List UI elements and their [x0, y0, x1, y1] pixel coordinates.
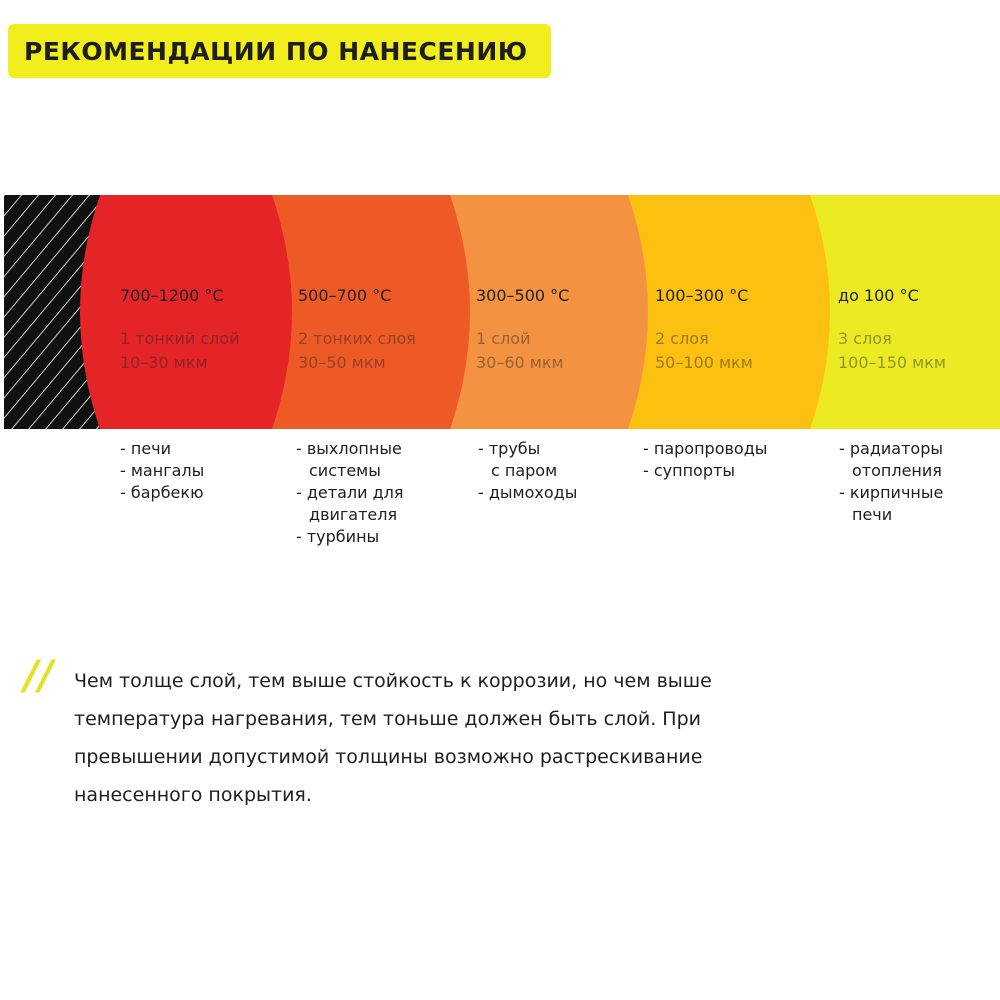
zone-5-info	[838, 284, 946, 375]
list-item: - барбекю	[120, 483, 204, 502]
zone-3-uses	[478, 438, 577, 504]
list-item: - дымоходы	[478, 483, 578, 502]
list-item: с паром	[491, 461, 558, 480]
zone-4-thickness: 50–100 мкм	[655, 353, 753, 372]
note-line: Чем толще слой, тем выше стойкость к коррозии, но чем выше	[74, 670, 712, 692]
zone-1-info	[120, 284, 240, 375]
zone-4-info	[655, 284, 753, 375]
zone-4-temperature: 100–300 °C	[655, 286, 749, 305]
zone-3-temperature: 300–500 °C	[476, 286, 570, 305]
zone-2-layers: 2 тонких слоя	[298, 329, 416, 348]
list-item: - радиаторы	[839, 439, 943, 458]
zone-2-info	[298, 284, 416, 375]
zone-3-info	[476, 284, 569, 375]
list-item: - турбины	[296, 527, 380, 546]
zone-3-layers: 1 слой	[476, 329, 531, 348]
note-line: температура нагревания, тем тоньше должен быть слой. При	[74, 708, 701, 730]
zone-4-uses	[643, 438, 767, 482]
list-item: - кирпичные	[839, 483, 944, 502]
zone-5-temperature: до 100 °C	[838, 286, 919, 305]
page-title: РЕКОМЕНДАЦИИ ПО НАНЕСЕНИЮ	[24, 36, 528, 66]
zone-1-thickness: 10–30 мкм	[120, 353, 208, 372]
zone-1-layers: 1 тонкий слой	[120, 329, 240, 348]
list-item: системы	[309, 461, 381, 480]
list-item: - суппорты	[643, 461, 735, 480]
list-item: - мангалы	[120, 461, 205, 480]
note-text	[74, 662, 844, 814]
note-line: превышении допустимой толщины возможно растрескивание	[74, 746, 703, 768]
zone-1-temperature: 700–1200 °C	[120, 286, 224, 305]
zone-5-layers: 3 слоя	[838, 329, 892, 348]
zone-2-temperature: 500–700 °C	[298, 286, 392, 305]
title-banner	[8, 24, 551, 78]
zone-2-uses	[296, 438, 404, 548]
zone-1-uses	[120, 438, 204, 504]
note-line: нанесенного покрытия.	[74, 784, 312, 806]
list-item: - выхлопные	[296, 439, 402, 458]
list-item: - детали для	[296, 483, 404, 502]
list-item: отопления	[852, 461, 942, 480]
list-item: - трубы	[478, 439, 541, 458]
zone-5-thickness: 100–150 мкм	[838, 353, 946, 372]
list-item: двигателя	[309, 505, 398, 524]
quote-mark-icon: //	[24, 653, 54, 699]
zone-4-layers: 2 слоя	[655, 329, 709, 348]
list-item: - паропроводы	[643, 439, 768, 458]
zone-2-thickness: 30–50 мкм	[298, 353, 386, 372]
zone-3-thickness: 30–60 мкм	[476, 353, 564, 372]
zone-5-uses	[839, 438, 943, 526]
list-item: - печи	[120, 439, 172, 458]
list-item: печи	[852, 505, 893, 524]
